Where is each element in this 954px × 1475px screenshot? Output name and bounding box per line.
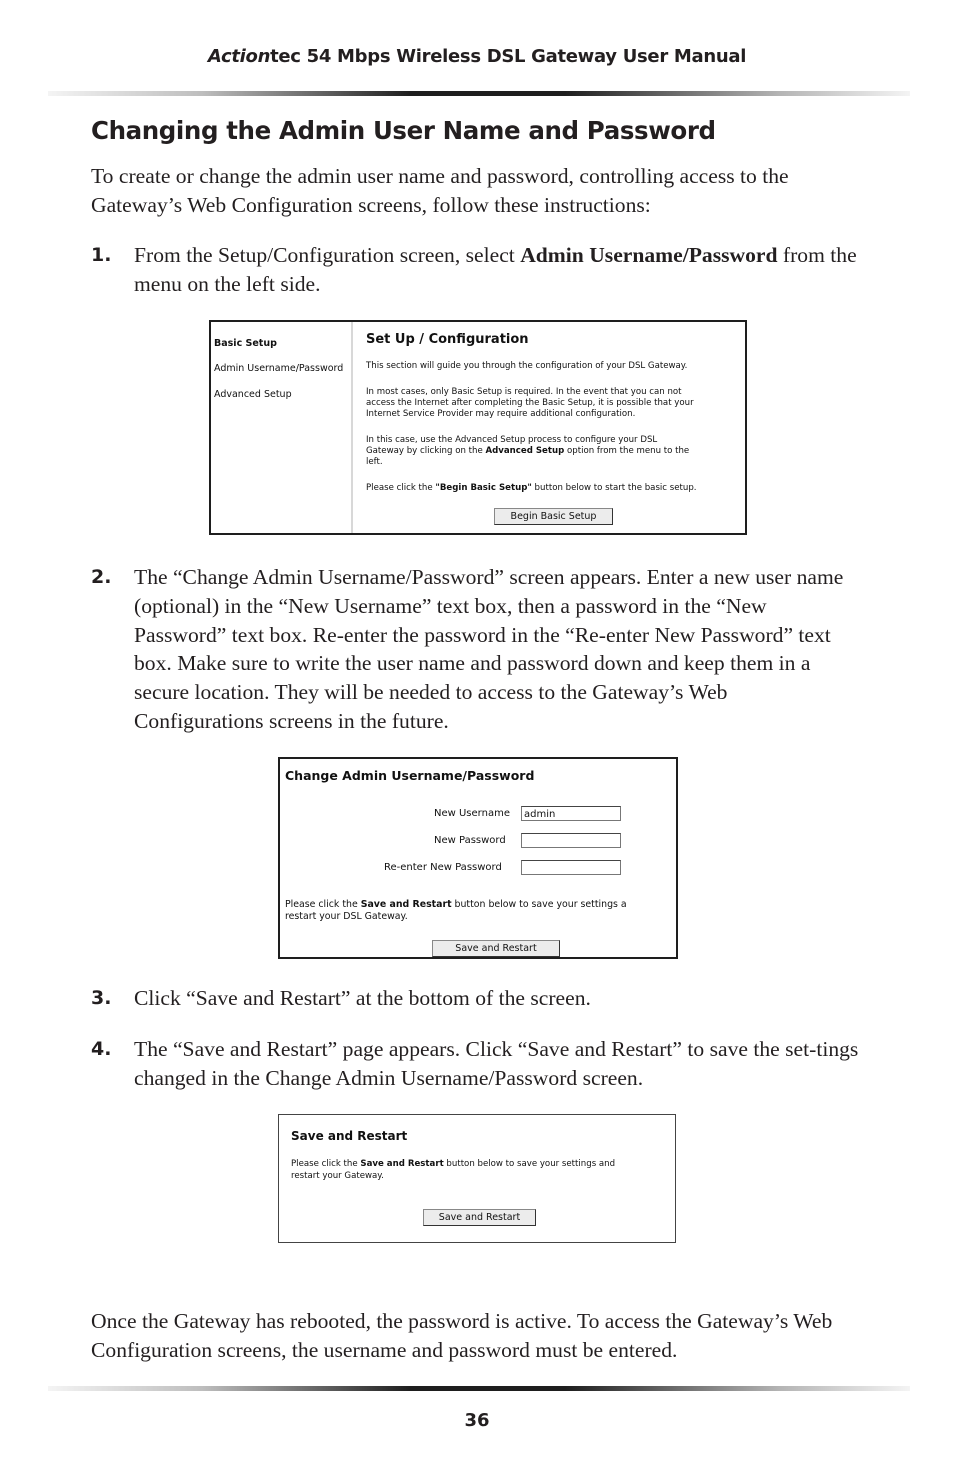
step-2 <box>91 563 861 736</box>
step-number: 4. <box>91 1038 112 1060</box>
save-note-line <box>285 899 627 910</box>
text-bold: Advanced Setup <box>485 446 565 456</box>
text-part: option from the menu to the <box>564 446 690 456</box>
closing-paragraph: Once the Gateway has rebooted, the password is active. To access the Gateway’s Web Configuration screens, the username and password must be entered. <box>91 1309 833 1362</box>
text-bold: Save and Restart <box>360 1159 444 1169</box>
save-restart-screenshot <box>278 1114 676 1243</box>
text-part: button below to start the basic setup. <box>531 483 697 493</box>
screen-paragraph-line <box>366 446 689 456</box>
new-username-input[interactable]: admin <box>521 806 621 821</box>
screen-paragraph-line <box>366 483 697 493</box>
screen-paragraph-line: In most cases, only Basic Setup is required. In the event that you can not <box>366 387 682 397</box>
footer-rule <box>48 1386 910 1391</box>
save-and-restart-button[interactable]: Save and Restart <box>423 1209 536 1226</box>
step-3 <box>91 984 861 1013</box>
reenter-password-label: Re-enter New Password <box>384 862 502 873</box>
menu-item-basic-setup[interactable]: Basic Setup <box>214 338 277 349</box>
text-part: button below to save your settings and <box>443 1159 616 1169</box>
setup-configuration-screenshot <box>209 320 747 535</box>
new-password-input[interactable] <box>521 833 621 848</box>
text-part: Gateway by clicking on the <box>366 446 486 456</box>
save-note-line: restart your DSL Gateway. <box>285 911 408 922</box>
text-part: Please click the <box>291 1159 361 1169</box>
screen-paragraph-line: left. <box>366 457 383 467</box>
step-number: 1. <box>91 244 112 266</box>
step-4 <box>91 1035 861 1093</box>
header-brand: Action <box>207 46 271 67</box>
step-text-part: from the menu on the left side. <box>134 243 857 296</box>
step-number: 2. <box>91 566 112 588</box>
reenter-password-input[interactable] <box>521 860 621 875</box>
save-and-restart-button[interactable]: Save and Restart <box>432 940 560 957</box>
text-part: Please click the <box>366 483 436 493</box>
screen-title: Set Up / Configuration <box>366 332 529 347</box>
step-text: The “Change Admin Username/Password” screen appears. Enter a new user name (optional) in the “New Username” text box, then a password in the “New Password” text box. Re-enter the password in the “Re-enter New Password” text box. Make sure to write the user name and password down and keep them in a secure location. They will be needed to access to the Gateway’s Web Configurations screens in the future. <box>134 565 844 733</box>
text-bold: Save and Restart <box>360 899 452 910</box>
save-note-line <box>291 1159 615 1169</box>
step-text <box>134 241 861 299</box>
intro-paragraph: To create or change the admin user name and password, controlling access to the Gateway’s Web Configuration screens, follow these instructions: <box>91 164 789 217</box>
running-header <box>0 46 954 67</box>
screen-paragraph-line: access the Internet after completing the Basic Setup, it is possible that your <box>366 398 694 408</box>
new-password-label: New Password <box>434 835 506 846</box>
begin-basic-setup-button[interactable]: Begin Basic Setup <box>494 508 613 525</box>
header-rule <box>48 91 910 96</box>
screen-paragraph-line: Internet Service Provider may require additional configuration. <box>366 409 636 419</box>
menu-item-admin-username-password[interactable]: Admin Username/Password <box>214 363 344 374</box>
change-admin-screenshot <box>278 757 678 959</box>
section-heading: Changing the Admin User Name and Password <box>91 116 716 145</box>
step-text: Click “Save and Restart” at the bottom of the screen. <box>134 986 591 1010</box>
screen-paragraph-line: In this case, use the Advanced Setup process to configure your DSL <box>366 435 658 445</box>
save-note-line: restart your Gateway. <box>291 1171 384 1181</box>
new-username-label: New Username <box>434 808 510 819</box>
screen-paragraph: This section will guide you through the configuration of your DSL Gateway. <box>366 361 688 371</box>
step-text: The “Save and Restart” page appears. Click “Save and Restart” to save the set-tings changed in the Change Admin Username/Password screen. <box>134 1037 859 1090</box>
left-menu <box>211 322 353 533</box>
text-part: Please click the <box>285 899 361 910</box>
text-part: button below to save your settings a <box>451 899 627 910</box>
screen-title: Change Admin Username/Password <box>285 768 535 783</box>
page-number: 36 <box>464 1410 490 1431</box>
menu-item-advanced-setup[interactable]: Advanced Setup <box>214 389 292 400</box>
screen-title: Save and Restart <box>291 1129 408 1143</box>
step-text-part: From the Setup/Configuration screen, select <box>134 243 521 267</box>
header-title-rest: tec 54 Mbps Wireless DSL Gateway User Manual <box>270 46 747 67</box>
step-text-bold: Admin Username/Password <box>520 243 778 267</box>
text-bold: "Begin Basic Setup" <box>435 483 532 493</box>
step-number: 3. <box>91 987 112 1009</box>
step-1 <box>91 241 861 299</box>
